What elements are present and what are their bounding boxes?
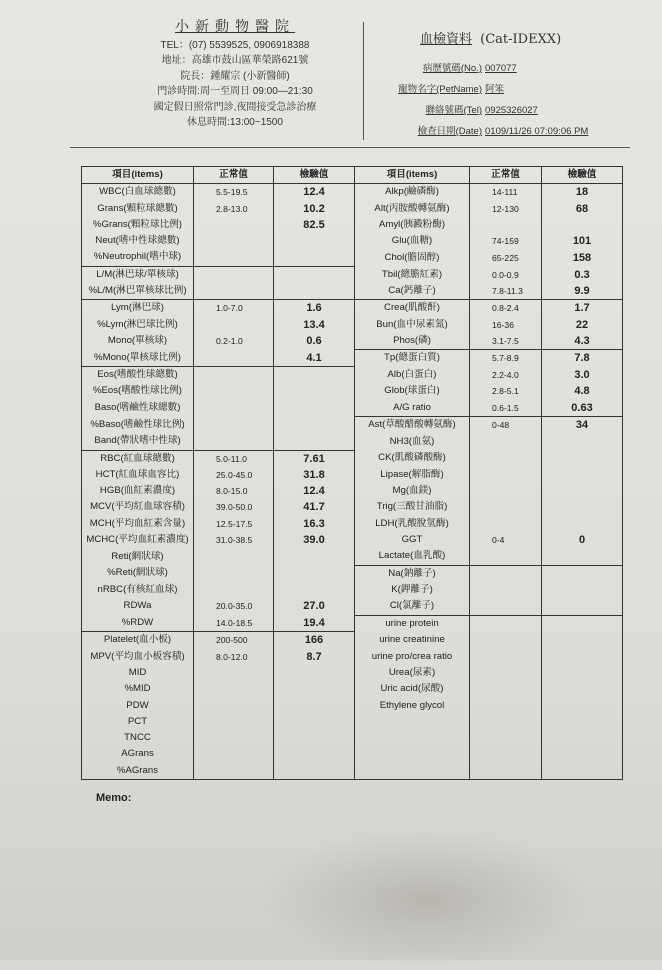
- meta-row-date: [378, 116, 618, 137]
- row-item-label: Baso(嗜鹼性球總數): [82, 400, 194, 417]
- row-item-label: MID: [82, 665, 194, 681]
- row-normal-range: 5.0-11.0: [194, 450, 274, 467]
- row-normal-range: 200-500: [194, 632, 274, 649]
- row-test-value: 7.8: [542, 350, 623, 367]
- table-row: [82, 317, 623, 333]
- row-item-label: Na(鈉離子): [355, 565, 470, 582]
- table-row: [82, 516, 623, 532]
- row-item-label: Chol(膽固醇): [355, 249, 470, 266]
- row-item-label: Glob(球蛋白): [355, 383, 470, 399]
- row-normal-range: [470, 548, 542, 565]
- row-normal-range: 0-4: [470, 532, 542, 548]
- row-normal-range: [470, 665, 542, 681]
- clinic-break: 休息時間:13:00~1500: [187, 117, 283, 128]
- table-row: [82, 266, 623, 283]
- row-test-value: 12.4: [274, 483, 355, 499]
- row-normal-range: [470, 632, 542, 649]
- table-row: [82, 598, 623, 615]
- row-test-value: [542, 714, 623, 730]
- row-test-value: [274, 266, 355, 283]
- row-item-label: urine creatinine: [355, 632, 470, 649]
- table-row: [82, 450, 623, 467]
- row-item-label: %Mono(單核球比例): [82, 350, 194, 367]
- row-item-label: PDW: [82, 698, 194, 714]
- row-normal-range: [194, 433, 274, 450]
- row-item-label: NH3(血氨): [355, 433, 470, 450]
- row-item-label: Alt(丙胺酸轉氨酶): [355, 201, 470, 217]
- row-normal-range: 3.1-7.5: [470, 333, 542, 350]
- row-item-label: %RDW: [82, 615, 194, 632]
- row-item-label: Band(帶狀嗜中性球): [82, 433, 194, 450]
- row-normal-range: [194, 665, 274, 681]
- row-item-label: Alb(白蛋白): [355, 367, 470, 384]
- row-item-label: urine pro/crea ratio: [355, 649, 470, 665]
- memo-label: Memo:: [96, 792, 132, 804]
- row-normal-range: 20.0-35.0: [194, 598, 274, 615]
- row-test-value: [274, 730, 355, 746]
- row-normal-range: 0.0-0.9: [470, 266, 542, 283]
- row-test-value: [542, 548, 623, 565]
- table-row: [82, 367, 623, 384]
- clinic-header: [120, 20, 350, 131]
- row-normal-range: 0.2-1.0: [194, 333, 274, 350]
- row-normal-range: [194, 730, 274, 746]
- row-normal-range: [470, 516, 542, 532]
- row-test-value: 1.7: [542, 300, 623, 317]
- row-test-value: [274, 400, 355, 417]
- table-row: [82, 548, 623, 565]
- row-test-value: [274, 548, 355, 565]
- row-normal-range: [194, 266, 274, 283]
- row-test-value: 68: [542, 201, 623, 217]
- row-test-value: 22: [542, 317, 623, 333]
- table-row: [82, 300, 623, 317]
- row-test-value: 4.3: [542, 333, 623, 350]
- row-item-label: Lipase(解脂酶): [355, 467, 470, 483]
- row-test-value: [274, 367, 355, 384]
- row-normal-range: 0.8-2.4: [470, 300, 542, 317]
- row-normal-range: 1.0-7.0: [194, 300, 274, 317]
- row-item-label: %AGrans: [82, 763, 194, 780]
- row-item-label: [355, 746, 470, 762]
- row-item-label: RBC(紅血球總數): [82, 450, 194, 467]
- table-row: [82, 532, 623, 548]
- row-item-label: TNCC: [82, 730, 194, 746]
- row-item-label: Lym(淋巴球): [82, 300, 194, 317]
- row-test-value: 10.2: [274, 201, 355, 217]
- row-test-value: [542, 746, 623, 762]
- row-test-value: 9.9: [542, 283, 623, 300]
- meta-label: 病歷號碼(No.): [422, 63, 482, 74]
- row-item-label: RDWa: [82, 598, 194, 615]
- row-item-label: Amyl(胰澱粉酶): [355, 217, 470, 233]
- table-row: [82, 649, 623, 665]
- row-test-value: 82.5: [274, 217, 355, 233]
- row-test-value: [274, 763, 355, 780]
- row-item-label: Lactate(血乳酸): [355, 548, 470, 565]
- row-normal-range: 16-36: [470, 317, 542, 333]
- table-row: [82, 730, 623, 746]
- row-item-label: Eos(嗜酸性球總數): [82, 367, 194, 384]
- row-test-value: [274, 233, 355, 249]
- row-normal-range: [470, 698, 542, 714]
- row-item-label: Alkp(鹼磷酶): [355, 184, 470, 201]
- table-row: [82, 233, 623, 249]
- row-normal-range: [470, 714, 542, 730]
- table-row: [82, 582, 623, 598]
- row-item-label: urine protein: [355, 615, 470, 632]
- row-item-label: Ca(鈣離子): [355, 283, 470, 300]
- row-item-label: Cl(氯離子): [355, 598, 470, 615]
- row-normal-range: 5.7-8.9: [470, 350, 542, 367]
- row-test-value: 1.6: [274, 300, 355, 317]
- row-item-label: Phos(磷): [355, 333, 470, 350]
- row-normal-range: [194, 350, 274, 367]
- row-item-label: Tp(總蛋白質): [355, 350, 470, 367]
- meta-value: 0925326027: [485, 105, 538, 116]
- row-test-value: 101: [542, 233, 623, 249]
- table-row: [82, 714, 623, 730]
- row-item-label: K(鉀離子): [355, 582, 470, 598]
- lab-results-body: [82, 167, 623, 780]
- header-items-left: 項目(items): [82, 167, 194, 184]
- clinic-name: 小新動物醫院: [175, 19, 295, 35]
- row-normal-range: [470, 467, 542, 483]
- row-test-value: 19.4: [274, 615, 355, 632]
- row-item-label: Neut(嗜中性球總數): [82, 233, 194, 249]
- row-test-value: [542, 698, 623, 714]
- row-test-value: [542, 665, 623, 681]
- row-normal-range: 39.0-50.0: [194, 499, 274, 515]
- row-normal-range: [194, 233, 274, 249]
- row-item-label: [355, 730, 470, 746]
- row-normal-range: [194, 400, 274, 417]
- table-row: [82, 632, 623, 649]
- table-row: [82, 283, 623, 300]
- row-normal-range: 7.8-11.3: [470, 283, 542, 300]
- row-item-label: AGrans: [82, 746, 194, 762]
- row-test-value: [542, 450, 623, 467]
- row-normal-range: [194, 714, 274, 730]
- table-row: [82, 350, 623, 367]
- row-normal-range: 2.8-13.0: [194, 201, 274, 217]
- row-item-label: Platelet(血小板): [82, 632, 194, 649]
- row-normal-range: [194, 698, 274, 714]
- clinic-tel: TEL：(07) 5539525, 0906918388: [160, 39, 310, 51]
- clinic-holiday: 國定假日照常門診,夜間接受急診治療: [153, 101, 317, 113]
- table-row: [82, 467, 623, 483]
- row-test-value: [542, 433, 623, 450]
- row-test-value: 16.3: [274, 516, 355, 532]
- row-normal-range: 8.0-15.0: [194, 483, 274, 499]
- row-item-label: Ethylene glycol: [355, 698, 470, 714]
- row-test-value: [542, 483, 623, 499]
- row-normal-range: [194, 681, 274, 697]
- report-title: [420, 28, 618, 47]
- row-normal-range: [470, 649, 542, 665]
- row-test-value: 41.7: [274, 499, 355, 515]
- row-item-label: CK(肌酸磷酸酶): [355, 450, 470, 467]
- row-item-label: Glu(血糖): [355, 233, 470, 249]
- row-test-value: 4.1: [274, 350, 355, 367]
- row-test-value: 13.4: [274, 317, 355, 333]
- row-test-value: [542, 632, 623, 649]
- report-info: [378, 28, 618, 137]
- row-normal-range: [194, 565, 274, 582]
- row-test-value: [542, 582, 623, 598]
- row-normal-range: [470, 499, 542, 515]
- table-row: [82, 201, 623, 217]
- row-item-label: Reti(網狀球): [82, 548, 194, 565]
- row-item-label: MCV(平均紅血球容積): [82, 499, 194, 515]
- row-item-label: Ast(草酸醋酸轉氨酶): [355, 416, 470, 433]
- row-test-value: 0.3: [542, 266, 623, 283]
- row-normal-range: [194, 763, 274, 780]
- row-test-value: 7.61: [274, 450, 355, 467]
- row-item-label: Bun(血中尿素氮): [355, 317, 470, 333]
- row-normal-range: [194, 548, 274, 565]
- row-test-value: [274, 383, 355, 399]
- row-item-label: Tbil(總膽紅素): [355, 266, 470, 283]
- row-normal-range: 25.0-45.0: [194, 467, 274, 483]
- row-test-value: [274, 665, 355, 681]
- row-item-label: %Baso(嗜鹼性球比例): [82, 416, 194, 433]
- header-divider: [363, 22, 364, 140]
- header-value-left: 檢驗值: [274, 167, 355, 184]
- header-rule: [70, 147, 630, 148]
- row-test-value: [542, 516, 623, 532]
- row-normal-range: 14-111: [470, 184, 542, 201]
- row-test-value: [274, 714, 355, 730]
- row-normal-range: 2.2-4.0: [470, 367, 542, 384]
- header-range-right: 正常值: [470, 167, 542, 184]
- meta-label: 聯絡號碼(Tel): [425, 105, 482, 116]
- row-normal-range: [470, 746, 542, 762]
- table-row: [82, 416, 623, 433]
- row-item-label: MCH(平均血紅素含量): [82, 516, 194, 532]
- row-item-label: HGB(血紅素濃度): [82, 483, 194, 499]
- table-row: [82, 249, 623, 266]
- header-items-right: 項目(items): [355, 167, 470, 184]
- table-row: [82, 763, 623, 780]
- row-normal-range: [470, 681, 542, 697]
- row-item-label: A/G ratio: [355, 400, 470, 417]
- table-row: [82, 615, 623, 632]
- row-test-value: 0.63: [542, 400, 623, 417]
- row-test-value: [274, 582, 355, 598]
- meta-label: 寵物名字(PetName): [398, 84, 482, 95]
- row-normal-range: 65-225: [470, 249, 542, 266]
- row-test-value: [542, 763, 623, 780]
- table-row: [82, 665, 623, 681]
- row-item-label: Crea(肌酸酐): [355, 300, 470, 317]
- row-normal-range: [470, 433, 542, 450]
- table-row: [82, 383, 623, 399]
- row-test-value: [542, 681, 623, 697]
- row-item-label: %Neutrophil(嗜中球): [82, 249, 194, 266]
- row-normal-range: 12-130: [470, 201, 542, 217]
- row-normal-range: [194, 582, 274, 598]
- row-normal-range: 5.5-19.5: [194, 184, 274, 201]
- meta-label: 檢查日期(Date): [417, 126, 482, 137]
- table-row: [82, 698, 623, 714]
- row-test-value: 18: [542, 184, 623, 201]
- row-normal-range: [470, 483, 542, 499]
- row-normal-range: [194, 746, 274, 762]
- row-normal-range: [470, 450, 542, 467]
- row-test-value: [274, 698, 355, 714]
- row-item-label: Mg(血鎂): [355, 483, 470, 499]
- row-item-label: %Eos(嗜酸性球比例): [82, 383, 194, 399]
- row-test-value: 12.4: [274, 184, 355, 201]
- table-row: [82, 400, 623, 417]
- row-normal-range: [470, 730, 542, 746]
- row-test-value: [542, 730, 623, 746]
- row-normal-range: [194, 217, 274, 233]
- row-test-value: 4.8: [542, 383, 623, 399]
- row-test-value: [542, 565, 623, 582]
- table-row: [82, 746, 623, 762]
- row-normal-range: [194, 416, 274, 433]
- row-test-value: 0: [542, 532, 623, 548]
- meta-row-tel: [378, 95, 618, 116]
- row-test-value: [274, 681, 355, 697]
- row-normal-range: 0.6-1.5: [470, 400, 542, 417]
- row-test-value: 27.0: [274, 598, 355, 615]
- header-value-right: 檢驗值: [542, 167, 623, 184]
- row-normal-range: [194, 283, 274, 300]
- meta-value: 阿笨: [485, 84, 505, 95]
- row-normal-range: [470, 565, 542, 582]
- row-test-value: 0.6: [274, 333, 355, 350]
- row-item-label: Urea(尿素): [355, 665, 470, 681]
- meta-row-no: [378, 53, 618, 74]
- row-test-value: [542, 598, 623, 615]
- table-row: [82, 681, 623, 697]
- row-normal-range: [194, 383, 274, 399]
- row-test-value: [274, 433, 355, 450]
- row-test-value: [542, 499, 623, 515]
- row-item-label: %Reti(網狀球): [82, 565, 194, 582]
- table-row: [82, 499, 623, 515]
- row-normal-range: 12.5-17.5: [194, 516, 274, 532]
- table-row: [82, 483, 623, 499]
- lab-results-table: [81, 166, 623, 780]
- row-test-value: [542, 467, 623, 483]
- table-row: [82, 217, 623, 233]
- row-test-value: 34: [542, 416, 623, 433]
- row-normal-range: [470, 763, 542, 780]
- row-item-label: [355, 763, 470, 780]
- row-item-label: nRBC(有核紅血球): [82, 582, 194, 598]
- row-test-value: [542, 615, 623, 632]
- clinic-hours: 門診時間:周一至周日 09:00—21:30: [157, 86, 313, 97]
- row-normal-range: 0-48: [470, 416, 542, 433]
- clinic-address: 地址：高雄市鼓山區華榮路621號: [161, 55, 309, 66]
- row-test-value: 166: [274, 632, 355, 649]
- row-normal-range: [194, 367, 274, 384]
- table-row: [82, 333, 623, 350]
- row-test-value: 158: [542, 249, 623, 266]
- meta-value: 0109/11/26 07:09:06 PM: [485, 126, 589, 137]
- row-test-value: [274, 565, 355, 582]
- row-normal-range: [470, 582, 542, 598]
- row-normal-range: [470, 217, 542, 233]
- row-item-label: MCHC(平均血紅素濃度): [82, 532, 194, 548]
- row-item-label: Mono(單核球): [82, 333, 194, 350]
- row-normal-range: 31.0-38.5: [194, 532, 274, 548]
- row-test-value: [542, 217, 623, 233]
- table-row: [82, 184, 623, 201]
- table-row: [82, 565, 623, 582]
- header-range-left: 正常值: [194, 167, 274, 184]
- row-item-label: L/M(淋巴球/單核球): [82, 266, 194, 283]
- row-test-value: 3.0: [542, 367, 623, 384]
- row-item-label: GGT: [355, 532, 470, 548]
- row-item-label: PCT: [82, 714, 194, 730]
- row-item-label: WBC(白血球總數): [82, 184, 194, 201]
- meta-row-petname: [378, 74, 618, 95]
- row-test-value: 31.8: [274, 467, 355, 483]
- row-test-value: 8.7: [274, 649, 355, 665]
- row-test-value: [274, 746, 355, 762]
- row-test-value: [274, 416, 355, 433]
- row-test-value: [542, 649, 623, 665]
- row-item-label: %MID: [82, 681, 194, 697]
- row-normal-range: 8.0-12.0: [194, 649, 274, 665]
- row-normal-range: [194, 317, 274, 333]
- clinic-director: 院長：鍾耀宗 (小新醫師): [180, 70, 290, 82]
- row-normal-range: [194, 249, 274, 266]
- row-normal-range: 74-159: [470, 233, 542, 249]
- table-row: [82, 433, 623, 450]
- row-item-label: Uric acid(尿酸): [355, 681, 470, 697]
- meta-value: 007077: [485, 63, 517, 74]
- shadow-overlay: [260, 830, 590, 970]
- row-normal-range: [470, 598, 542, 615]
- row-test-value: [274, 283, 355, 300]
- row-item-label: [355, 714, 470, 730]
- row-item-label: Trig(三酸甘油脂): [355, 499, 470, 515]
- row-item-label: %Lym(淋巴球比例): [82, 317, 194, 333]
- row-test-value: [274, 249, 355, 266]
- row-normal-range: 2.8-5.1: [470, 383, 542, 399]
- row-item-label: %Grans(顆粒球比例): [82, 217, 194, 233]
- row-item-label: LDH(乳酸脫氫酶): [355, 516, 470, 532]
- row-item-label: Grans(顆粒球總數): [82, 201, 194, 217]
- report-title-cn: 血檢資料: [420, 32, 473, 47]
- row-item-label: HCT(紅血球血容比): [82, 467, 194, 483]
- report-title-en: (Cat-IDEXX): [480, 32, 562, 47]
- table-header-row: [82, 167, 623, 184]
- row-normal-range: [470, 615, 542, 632]
- row-item-label: MPV(平均血小板容積): [82, 649, 194, 665]
- row-normal-range: 14.0-18.5: [194, 615, 274, 632]
- row-item-label: %L/M(淋巴單核球比例): [82, 283, 194, 300]
- row-test-value: 39.0: [274, 532, 355, 548]
